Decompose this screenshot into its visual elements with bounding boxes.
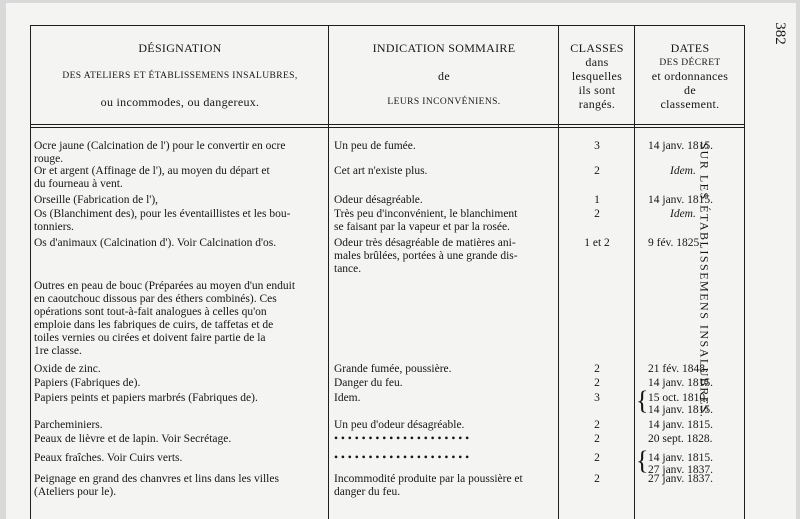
- row-class: 2: [594, 452, 600, 464]
- row-designation-line: (Ateliers pour le).: [34, 486, 117, 498]
- column-divider-2: [558, 25, 559, 519]
- date-brace: {: [636, 446, 649, 475]
- row-date: 14 janv. 1815.: [648, 194, 714, 206]
- row-designation-line: Parcheminiers.: [34, 419, 103, 431]
- row-class: 2: [594, 363, 600, 375]
- row-date: Idem.: [670, 208, 696, 220]
- header-bottom-border-2: [30, 127, 745, 128]
- row-designation-line: Papiers peints et papiers marbrés (Fabriques de).: [34, 392, 258, 404]
- row-class: 2: [594, 419, 600, 431]
- row-designation-line: Os (Blanchiment des), pour les éventaillistes et les bou-: [34, 208, 291, 220]
- row-designation-line: Or et argent (Affinage de l'), au moyen du départ et: [34, 165, 270, 177]
- row-date: 20 sept. 1828.: [648, 433, 713, 445]
- row-designation-line: rouge.: [34, 153, 64, 165]
- row-indication-line: Odeur désagréable.: [334, 194, 423, 206]
- row-class: 2: [594, 473, 600, 485]
- row-designation-line: Papiers (Fabriques de).: [34, 377, 141, 389]
- header-designation-title: DÉSIGNATION: [138, 41, 222, 55]
- row-class: 3: [594, 140, 600, 152]
- row-designation-line: emploie dans les fabriques de cuirs, de taffetas et de: [34, 319, 274, 331]
- row-date: 21 fév. 1848.: [648, 363, 708, 375]
- header-bottom-border: [30, 124, 745, 125]
- date-brace: {: [636, 386, 649, 415]
- row-indication-line: tance.: [334, 263, 362, 275]
- row-class: 1: [594, 194, 600, 206]
- page-number: 382: [771, 22, 788, 45]
- row-date: 27 janv. 1837.: [648, 464, 714, 476]
- row-indication-line: • • • • • • • • • • • • • • • • • • • •: [334, 452, 470, 464]
- header-classes-line: dans: [585, 55, 609, 69]
- row-designation-line: Oxide de zinc.: [34, 363, 101, 375]
- row-indication-line: Très peu d'inconvénient, le blanchiment: [334, 208, 518, 220]
- row-indication-line: Danger du feu.: [334, 377, 403, 389]
- row-indication-line: se faisant par la vapeur et par la rosée.: [334, 221, 510, 233]
- row-date: 27 janv. 1837.: [648, 473, 714, 485]
- row-class: 3: [594, 392, 600, 404]
- row-designation-line: du fourneau à vent.: [34, 178, 123, 190]
- row-date: Idem.: [670, 165, 696, 177]
- row-date: 14 janv. 1815.: [648, 452, 714, 464]
- row-designation-line: opérations sont tout-à-fait analogues à celles qu'on: [34, 306, 267, 318]
- header-dates-line: classement.: [660, 97, 720, 111]
- table-right-border: [744, 25, 745, 519]
- row-indication-line: danger du feu.: [334, 486, 401, 498]
- row-date: 9 fév. 1825.: [648, 237, 703, 249]
- header-classes-line: ils sont: [578, 83, 616, 97]
- row-indication-line: Incommodité produite par la poussière et: [334, 473, 523, 485]
- column-divider-1: [328, 25, 329, 519]
- row-designation-line: Peaux de lièvre et de lapin. Voir Secrétage.: [34, 433, 232, 445]
- row-indication-line: Un peu de fumée.: [334, 140, 416, 152]
- running-title: SUR LES ÉTABLISSEMENS INSALUBRES.: [697, 142, 712, 419]
- header-designation-note: ou incommodes, ou dangereux.: [100, 95, 260, 109]
- column-divider-3: [634, 25, 635, 519]
- row-date: 14 janv. 1815.: [648, 377, 714, 389]
- header-dates-line: et ordonnances: [651, 69, 729, 83]
- row-indication-line: • • • • • • • • • • • • • • • • • • • •: [334, 433, 470, 445]
- row-class: 1 et 2: [584, 237, 610, 249]
- header-indication-de: de: [438, 69, 450, 83]
- row-designation-line: Peignage en grand des chanvres et lins dans les villes: [34, 473, 279, 485]
- row-designation-line: Ocre jaune (Calcination de l') pour le convertir en ocre: [34, 140, 286, 152]
- row-class: 2: [594, 165, 600, 177]
- header-indication-sub: LEURS INCONVÉNIENS.: [387, 97, 501, 107]
- row-designation-line: toiles vernies ou cirées et doivent faire partie de la: [34, 332, 266, 344]
- header-classes-line: lesquelles: [571, 69, 623, 83]
- row-date: 14 janv. 1815.: [648, 419, 714, 431]
- row-indication-line: Idem.: [334, 392, 361, 404]
- row-designation-line: Peaux fraîches. Voir Cuirs verts.: [34, 452, 183, 464]
- table-left-border: [30, 25, 31, 519]
- row-date: 14 janv. 1815.: [648, 404, 714, 416]
- row-class: 2: [594, 433, 600, 445]
- header-classes-title: CLASSES: [570, 41, 624, 55]
- row-designation-line: Os d'animaux (Calcination d'). Voir Calcination d'os.: [34, 237, 277, 249]
- row-designation-line: 1re classe.: [34, 345, 82, 357]
- row-indication-line: Un peu d'odeur désagréable.: [334, 419, 465, 431]
- row-designation-line: tonniers.: [34, 221, 74, 233]
- row-designation-line: Outres en peau de bouc (Préparées au moyen d'un enduit: [34, 280, 296, 292]
- table-top-border: [30, 25, 745, 26]
- row-designation-line: en caoutchouc dissous par des éthers combinés). Ces: [34, 293, 277, 305]
- row-designation-line: Orseille (Fabrication de l'),: [34, 194, 159, 206]
- header-dates-line: DES DÉCRET: [659, 58, 721, 68]
- header-designation-sub: DES ATELIERS ET ÉTABLISSEMENS INSALUBRES,: [62, 71, 298, 81]
- row-indication-line: males brûlées, portées à une grande dis-: [334, 250, 518, 262]
- row-indication-line: Odeur très désagréable de matières ani-: [334, 237, 516, 249]
- row-class: 2: [594, 377, 600, 389]
- row-indication-line: Grande fumée, poussière.: [334, 363, 452, 375]
- header-indication-title: INDICATION SOMMAIRE: [372, 41, 516, 55]
- header-dates-line: de: [684, 83, 696, 97]
- book-page: [6, 3, 796, 519]
- header-classes-line: rangés.: [578, 97, 616, 111]
- row-indication-line: Cet art n'existe plus.: [334, 165, 428, 177]
- row-date: 14 janv. 1815.: [648, 140, 714, 152]
- row-class: 2: [594, 208, 600, 220]
- header-dates-title: DATES: [670, 41, 710, 55]
- row-date: 15 oct. 1810.: [648, 392, 709, 404]
